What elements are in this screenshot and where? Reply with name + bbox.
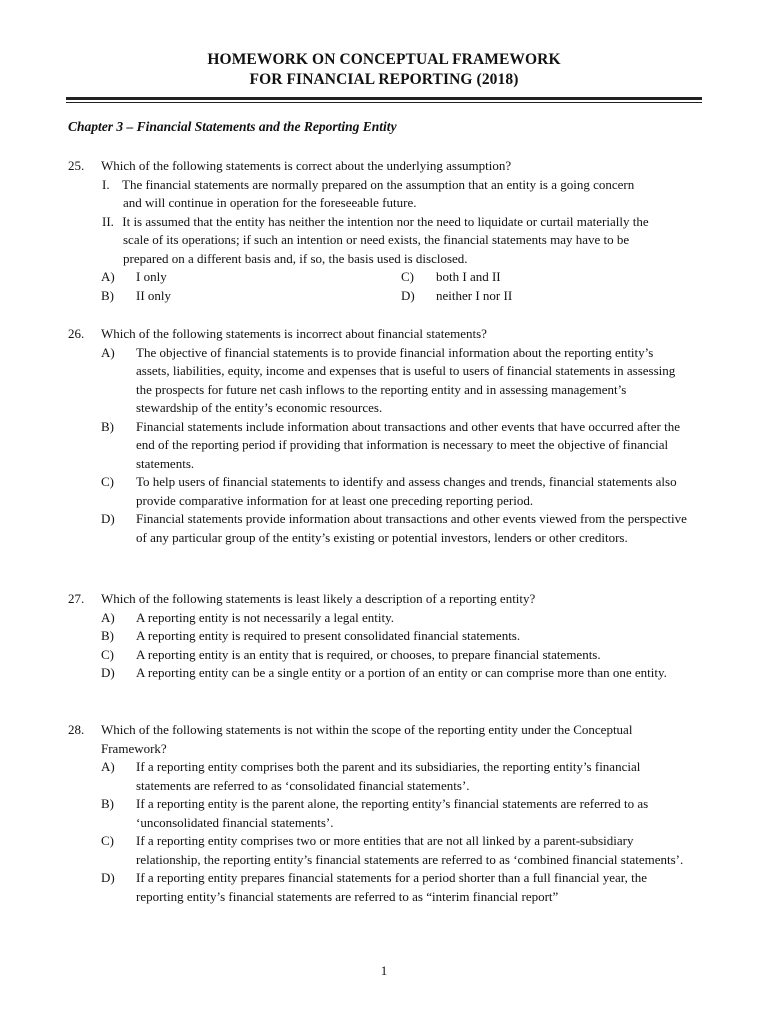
option-b xyxy=(101,418,688,474)
answer-options xyxy=(101,268,688,305)
statement-line: It is assumed that the entity has neither the intention nor the need to liquidate or curtail materially the xyxy=(122,213,649,229)
option-label: B) xyxy=(101,796,114,811)
statement-ii xyxy=(68,213,688,269)
option-a: I only xyxy=(136,269,167,284)
question-text: Which of the following statements is incorrect about financial statements? xyxy=(101,326,487,341)
option-text: To help users of financial statements to identify and assess changes and trends, financial statements also provide comparative information for at least one preceding reporting period. xyxy=(136,474,677,508)
question-25 xyxy=(68,157,688,305)
option-text: A reporting entity is an entity that is required, or chooses, to prepare financial statements. xyxy=(136,646,601,662)
option-text: Financial statements provide information about transactions and other events viewed from the perspective of any particular group of the entity’s existing or potential investors, lenders or other creditors. xyxy=(136,511,687,545)
option-d: neither I nor II xyxy=(436,287,513,303)
option-b: II only xyxy=(136,287,172,303)
statement-line: scale of its operations; if such an intention or need exists, the financial statements may have to be xyxy=(123,232,630,247)
statement-label: II. xyxy=(102,213,114,229)
option-label: A) xyxy=(101,609,115,625)
question-28 xyxy=(68,721,688,906)
option-label: D) xyxy=(101,511,115,526)
statement-label: I. xyxy=(102,176,110,192)
statement-i xyxy=(68,176,688,213)
option-label: B) xyxy=(101,287,114,303)
question-number: 25. xyxy=(68,158,85,173)
option-label: C) xyxy=(101,646,114,662)
option-text: If a reporting entity is the parent alone, the reporting entity’s financial statements are referred to as ‘unconsolidated financial statements’. xyxy=(136,796,649,830)
statement-line: prepared on a different basis and, if so, the basis used is disclosed. xyxy=(123,250,468,266)
option-b xyxy=(101,627,688,646)
option-text: A reporting entity is not necessarily a legal entity. xyxy=(136,609,395,625)
question-text: Which of the following statements is correct about the underlying assumption? xyxy=(101,158,512,173)
title-line-1: HOMEWORK ON CONCEPTUAL FRAMEWORK xyxy=(207,51,561,68)
option-label: D) xyxy=(101,665,115,680)
option-label: D) xyxy=(401,287,415,303)
chapter-heading: Chapter 3 – Financial Statements and the Reporting Entity xyxy=(68,119,397,134)
page-title xyxy=(0,50,768,90)
question-27 xyxy=(68,590,688,683)
option-text: The objective of financial statements is to provide financial information about the reporting entity’s assets, liabilities, equity, income and expenses that is useful to users of financial statements in assessing the prospects for future net cash inflows to the reporting entity and in assessing management’s stewardship of the entity’s economic resources. xyxy=(136,344,676,415)
option-label: C) xyxy=(101,833,114,848)
option-c xyxy=(101,473,688,510)
option-text: If a reporting entity prepares financial statements for a period shorter than a full financial year, the reporting entity’s financial statements are referred to as “interim financial report” xyxy=(136,870,647,904)
page-number: 1 xyxy=(380,963,388,978)
title-rule-thick xyxy=(66,97,702,100)
title-line-2: FOR FINANCIAL REPORTING (2018) xyxy=(249,71,519,88)
option-a xyxy=(101,344,688,418)
option-c xyxy=(101,646,688,665)
option-c: both I and II xyxy=(436,269,501,284)
question-number: 26. xyxy=(68,326,85,341)
option-label: A) xyxy=(101,269,115,284)
option-a xyxy=(101,758,688,795)
option-a xyxy=(101,609,688,628)
option-label: D) xyxy=(101,870,115,885)
option-text: A reporting entity can be a single entity or a portion of an entity or can comprise more than one entity. xyxy=(136,665,667,680)
statement-line: and will continue in operation for the foreseeable future. xyxy=(123,195,417,210)
question-number: 27. xyxy=(68,591,85,606)
option-text: If a reporting entity comprises two or more entities that are not all linked by a parent-subsidiary relationship, the reporting entity’s financial statements are referred to as ‘combined financial statements’. xyxy=(136,833,684,867)
option-label: C) xyxy=(401,269,414,284)
question-number: 28. xyxy=(68,722,85,737)
option-label: B) xyxy=(101,628,114,643)
option-text: Financial statements include information about transactions and other events that have occurred after the end of the reporting period if providing that information is necessary to meet the objective of financial statements. xyxy=(136,418,681,471)
option-text: A reporting entity is required to present consolidated financial statements. xyxy=(136,628,521,643)
option-label: A) xyxy=(101,759,115,774)
option-d xyxy=(101,510,688,547)
question-26 xyxy=(68,325,688,547)
question-text: Which of the following statements is not within the scope of the reporting entity under the Conceptual Framework? xyxy=(101,722,633,756)
option-text: If a reporting entity comprises both the parent and its subsidiaries, the reporting entity’s financial statements are referred to as ‘consolidated financial statements’. xyxy=(136,759,641,793)
option-label: C) xyxy=(101,474,114,489)
option-label: A) xyxy=(101,344,115,360)
option-c xyxy=(101,832,688,869)
title-rule-thin xyxy=(66,102,702,103)
option-d xyxy=(101,869,688,906)
statement-line: The financial statements are normally prepared on the assumption that an entity is a going concern xyxy=(122,176,635,192)
option-d xyxy=(101,664,688,683)
option-b xyxy=(101,795,688,832)
question-text: Which of the following statements is least likely a description of a reporting entity? xyxy=(101,591,536,606)
option-label: B) xyxy=(101,418,114,434)
